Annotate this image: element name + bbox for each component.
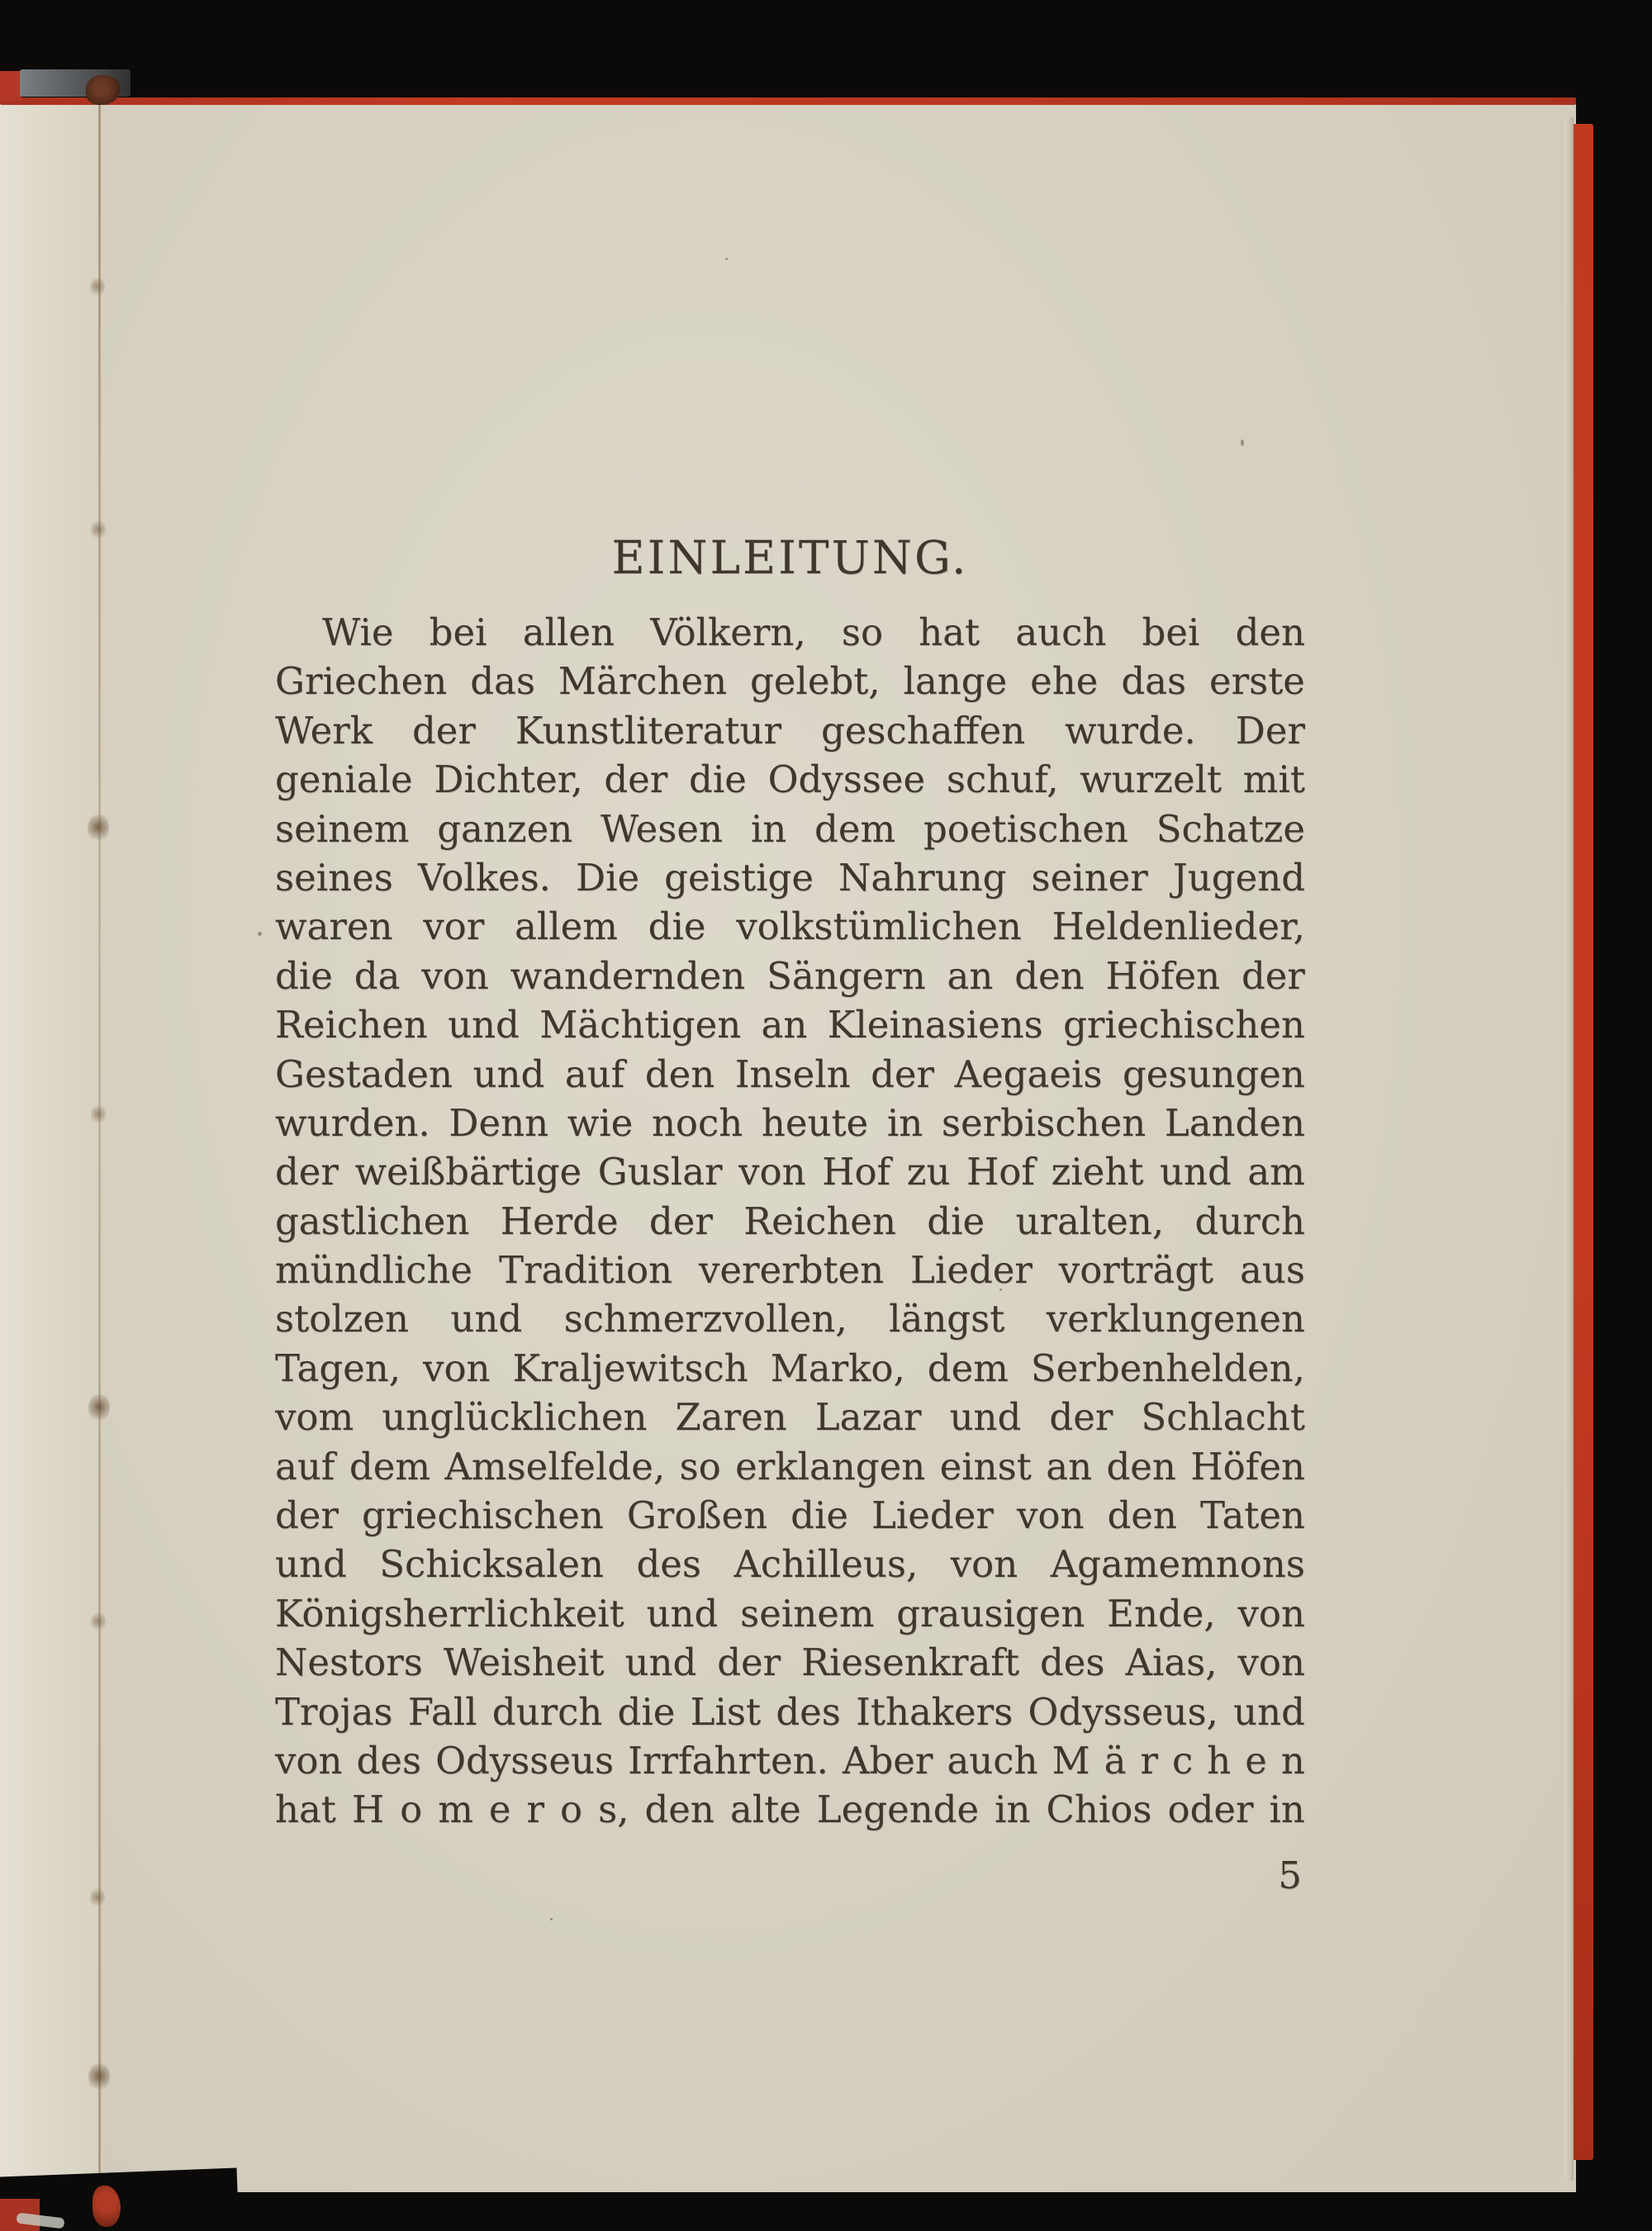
word: mit xyxy=(1242,757,1305,802)
word: allem xyxy=(514,904,618,949)
word: geniale xyxy=(275,757,413,802)
word: e xyxy=(1245,1738,1267,1782)
word: von xyxy=(1237,1640,1305,1685)
word: vom xyxy=(275,1395,354,1440)
text-line xyxy=(275,805,1305,853)
text-line xyxy=(275,1589,1305,1638)
word: Höfen xyxy=(1190,1444,1305,1488)
word: bei xyxy=(429,610,487,654)
word: Werk xyxy=(275,708,373,752)
word: den xyxy=(1107,1493,1177,1538)
word: von xyxy=(950,1542,1018,1587)
text-line xyxy=(275,1050,1305,1099)
word: grausigen xyxy=(896,1591,1085,1635)
word: an xyxy=(761,1003,808,1047)
word: von xyxy=(1237,1591,1305,1635)
word: der xyxy=(275,1150,339,1194)
text-line xyxy=(275,1540,1305,1588)
word: Völkern, xyxy=(650,610,806,654)
word: das xyxy=(1121,659,1187,704)
word: der xyxy=(1241,953,1305,998)
word: Marko, xyxy=(770,1346,905,1390)
word: n xyxy=(1280,1738,1305,1782)
text-line xyxy=(275,1393,1305,1441)
word: Achilleus, xyxy=(733,1542,919,1587)
word: Odysseus, xyxy=(1028,1689,1218,1734)
word: erklangen xyxy=(735,1444,926,1488)
word: Mächtigen xyxy=(539,1003,742,1047)
word: Agamemnons xyxy=(1050,1542,1305,1587)
text-line xyxy=(275,608,1305,657)
text-line xyxy=(275,1344,1305,1393)
word: M xyxy=(1051,1738,1090,1782)
red-cover-edge-right xyxy=(1574,124,1593,2160)
text-line xyxy=(275,1491,1305,1540)
word: Amselfelde, xyxy=(444,1444,666,1488)
word: schmerzvollen, xyxy=(563,1297,847,1341)
word: Weisheit xyxy=(443,1640,605,1685)
word: der xyxy=(1049,1395,1113,1440)
word: o xyxy=(559,1787,583,1832)
word: ganzen xyxy=(437,806,573,851)
word: und xyxy=(1160,1150,1232,1194)
word: griechischen xyxy=(362,1493,604,1538)
word: weißbärtige xyxy=(354,1150,582,1194)
word: auch xyxy=(947,1738,1038,1782)
word: von xyxy=(423,1346,491,1390)
word: und xyxy=(624,1640,697,1685)
text-line xyxy=(275,1000,1305,1049)
word: Kraljewitsch xyxy=(512,1346,748,1390)
word: Odyssee xyxy=(767,757,926,802)
word: mündliche xyxy=(275,1248,473,1293)
word: r xyxy=(1140,1738,1158,1782)
paper-speck xyxy=(1241,439,1244,446)
word: in xyxy=(1269,1787,1305,1832)
word: wurde. xyxy=(1065,708,1196,752)
word: griechischen xyxy=(1063,1003,1305,1047)
text-line xyxy=(275,1294,1305,1343)
word: und xyxy=(646,1591,719,1635)
word: Jugend xyxy=(1172,855,1305,900)
word: durch xyxy=(1194,1199,1305,1243)
word: gesungen xyxy=(1123,1051,1305,1096)
word: h xyxy=(1207,1738,1232,1782)
word: und xyxy=(275,1542,347,1587)
word: Nahrung xyxy=(838,855,1007,900)
word: Die xyxy=(576,855,640,900)
word: der xyxy=(275,1493,339,1538)
word: zu xyxy=(906,1150,951,1194)
word: oder xyxy=(1167,1787,1254,1832)
word: seinem xyxy=(275,806,410,851)
word: Lieder xyxy=(910,1248,1032,1293)
text-line xyxy=(275,1442,1305,1491)
word: vor xyxy=(423,904,485,949)
word: Hof xyxy=(822,1150,891,1194)
word: an xyxy=(947,953,994,998)
word: die xyxy=(689,757,747,802)
text-line xyxy=(275,853,1305,902)
word: der xyxy=(604,757,668,802)
word: den xyxy=(1235,610,1305,654)
word: seiner xyxy=(1031,855,1148,900)
word: dem xyxy=(814,806,896,851)
word: und xyxy=(949,1395,1022,1440)
word: ä xyxy=(1104,1738,1127,1782)
word: Aber xyxy=(842,1738,933,1782)
word: Heldenlieder, xyxy=(1051,904,1305,949)
word: Schatze xyxy=(1156,806,1305,851)
word: s, xyxy=(598,1787,629,1832)
word: noch xyxy=(651,1100,743,1145)
word: Aegaeis xyxy=(954,1051,1103,1096)
word: so xyxy=(679,1444,721,1488)
word: stolzen xyxy=(275,1297,409,1341)
red-edge-top xyxy=(0,97,1576,105)
word: des xyxy=(776,1689,841,1734)
word: unglücklichen xyxy=(382,1395,648,1440)
word: da xyxy=(354,953,401,998)
word: Reichen xyxy=(743,1199,896,1243)
text-line xyxy=(275,952,1305,1000)
word: die xyxy=(790,1493,848,1538)
word: Königsherrlichkeit xyxy=(275,1591,624,1635)
word: Denn xyxy=(449,1100,549,1145)
text-line xyxy=(275,1736,1305,1785)
word: Taten xyxy=(1199,1493,1305,1538)
paper-speck xyxy=(258,932,262,936)
word: Hof xyxy=(966,1150,1036,1194)
word: von xyxy=(738,1150,806,1194)
word: Schicksalen xyxy=(379,1542,605,1587)
word: des xyxy=(356,1738,422,1782)
word: in xyxy=(750,806,787,851)
word: wandernden xyxy=(510,953,746,998)
word: Volkes. xyxy=(417,855,551,900)
word: Der xyxy=(1235,708,1305,752)
word: Sängern xyxy=(767,953,926,998)
word: am xyxy=(1247,1150,1305,1194)
word: und xyxy=(450,1297,523,1341)
word: die xyxy=(927,1199,985,1243)
word: von xyxy=(1016,1493,1085,1538)
word: dem xyxy=(927,1346,1009,1390)
gutter-crease xyxy=(98,104,101,2192)
word: allen xyxy=(522,610,615,654)
word: poetischen xyxy=(923,806,1128,851)
word: der xyxy=(871,1051,935,1096)
word: heute xyxy=(761,1100,869,1145)
word: den xyxy=(644,1051,715,1096)
word: auch xyxy=(1015,610,1107,654)
word: des xyxy=(1040,1640,1105,1685)
word: volkstümlichen xyxy=(736,904,1022,949)
word: Höfen xyxy=(1105,953,1221,998)
word: und xyxy=(472,1051,545,1096)
word: Wesen xyxy=(601,806,723,851)
word: die xyxy=(617,1689,676,1734)
word: vorträgt xyxy=(1058,1248,1214,1293)
text-line xyxy=(275,1099,1305,1147)
word: Wie xyxy=(322,610,394,654)
word: List xyxy=(690,1689,762,1734)
word: hat xyxy=(275,1787,336,1832)
word: in xyxy=(886,1100,923,1145)
word: verklungenen xyxy=(1046,1297,1305,1341)
word: Kleinasiens xyxy=(827,1003,1043,1047)
word: aus xyxy=(1240,1248,1305,1293)
word: seines xyxy=(275,855,393,900)
word: Dichter, xyxy=(434,757,583,802)
word: wurden. xyxy=(275,1100,430,1145)
word: alte xyxy=(729,1787,801,1832)
word: und xyxy=(448,1003,520,1047)
binding-knot-bottom xyxy=(93,2186,121,2227)
word: schuf, xyxy=(946,757,1059,802)
word: Aias, xyxy=(1125,1640,1218,1685)
text-line xyxy=(275,706,1305,755)
word: längst xyxy=(889,1297,1005,1341)
word: lange xyxy=(903,659,1008,704)
word: die xyxy=(648,904,706,949)
word: r xyxy=(526,1787,544,1832)
word: Fall xyxy=(407,1689,477,1734)
word: auf xyxy=(275,1444,335,1488)
word: der xyxy=(648,1199,713,1243)
page-gutter xyxy=(0,104,100,2192)
word: die xyxy=(275,953,333,998)
word: geschaffen xyxy=(820,708,1026,752)
word: Serbenhelden, xyxy=(1030,1346,1305,1390)
word: Nestors xyxy=(275,1640,423,1685)
word: uralten, xyxy=(1015,1199,1165,1243)
word: hat xyxy=(919,610,980,654)
page-title: EINLEITUNG. xyxy=(611,530,969,584)
word: den xyxy=(1106,1444,1176,1488)
word: ehe xyxy=(1030,659,1099,704)
word: Zaren xyxy=(675,1395,787,1440)
word: den xyxy=(1014,953,1085,998)
text-line xyxy=(275,657,1305,705)
word: so xyxy=(841,610,884,654)
word: an xyxy=(1046,1444,1093,1488)
word: o xyxy=(400,1787,423,1832)
word: Tradition xyxy=(498,1248,673,1293)
word: durch xyxy=(491,1689,603,1734)
word: der xyxy=(411,708,476,752)
text-line xyxy=(275,755,1305,804)
word: Großen xyxy=(626,1493,768,1538)
word: e xyxy=(488,1787,511,1832)
red-cover-corner-top-left xyxy=(0,71,21,101)
text-line xyxy=(275,1687,1305,1736)
word: auf xyxy=(564,1051,625,1096)
word: Kunstliteratur xyxy=(515,708,782,752)
word: Riesenkraft xyxy=(801,1640,1020,1685)
word: den xyxy=(644,1787,714,1832)
word: Trojas xyxy=(275,1689,393,1734)
word: Inseln xyxy=(734,1051,851,1096)
text-line xyxy=(275,1147,1305,1196)
word: serbischen xyxy=(941,1100,1146,1145)
word: Landen xyxy=(1164,1100,1305,1145)
word: zieht xyxy=(1051,1150,1144,1194)
word: in xyxy=(995,1787,1031,1832)
word: gastlichen xyxy=(275,1199,470,1243)
word: Lieder xyxy=(871,1493,994,1538)
word: Irrfahrten. xyxy=(628,1738,828,1782)
word: m xyxy=(438,1787,473,1832)
paper-speck xyxy=(725,258,728,260)
word: wurzelt xyxy=(1080,757,1222,802)
word: waren xyxy=(275,904,393,949)
word: Guslar xyxy=(597,1150,723,1194)
word: dem xyxy=(349,1444,430,1488)
word: vererbten xyxy=(698,1248,885,1293)
text-line xyxy=(275,1785,1305,1834)
word: Chios xyxy=(1046,1787,1152,1832)
word: und xyxy=(1233,1689,1305,1734)
word: bei xyxy=(1142,610,1200,654)
word: Reichen xyxy=(275,1003,428,1047)
word: gelebt, xyxy=(750,659,881,704)
word: wie xyxy=(567,1100,634,1145)
word: Lazar xyxy=(814,1395,922,1440)
word: Legende xyxy=(816,1787,980,1832)
word: das xyxy=(470,659,535,704)
word: von xyxy=(421,953,489,998)
word: einst xyxy=(939,1444,1032,1488)
page-edge-stack-right xyxy=(1564,117,1574,2181)
paper-speck xyxy=(550,1918,553,1920)
word: Herde xyxy=(500,1199,619,1243)
word: Märchen xyxy=(558,659,728,704)
word: Tagen, xyxy=(275,1346,401,1390)
word: von xyxy=(275,1738,343,1782)
word: H xyxy=(351,1787,385,1832)
word: der xyxy=(717,1640,781,1685)
text-line xyxy=(275,1246,1305,1294)
word: Ithakers xyxy=(856,1689,1014,1734)
page-number: 5 xyxy=(1278,1854,1302,1897)
word: seinem xyxy=(740,1591,875,1635)
word: Schlacht xyxy=(1141,1395,1305,1440)
paragraph xyxy=(275,608,1305,1835)
word: des xyxy=(636,1542,701,1587)
word: erste xyxy=(1208,659,1305,704)
text-line xyxy=(275,902,1305,951)
text-line xyxy=(275,1638,1305,1687)
text-line xyxy=(275,1197,1305,1246)
word: geistige xyxy=(664,855,814,900)
word: Griechen xyxy=(275,659,448,704)
word: Odysseus xyxy=(435,1738,615,1782)
word: Ende, xyxy=(1107,1591,1216,1635)
word: c xyxy=(1172,1738,1194,1782)
word: Gestaden xyxy=(275,1051,453,1096)
